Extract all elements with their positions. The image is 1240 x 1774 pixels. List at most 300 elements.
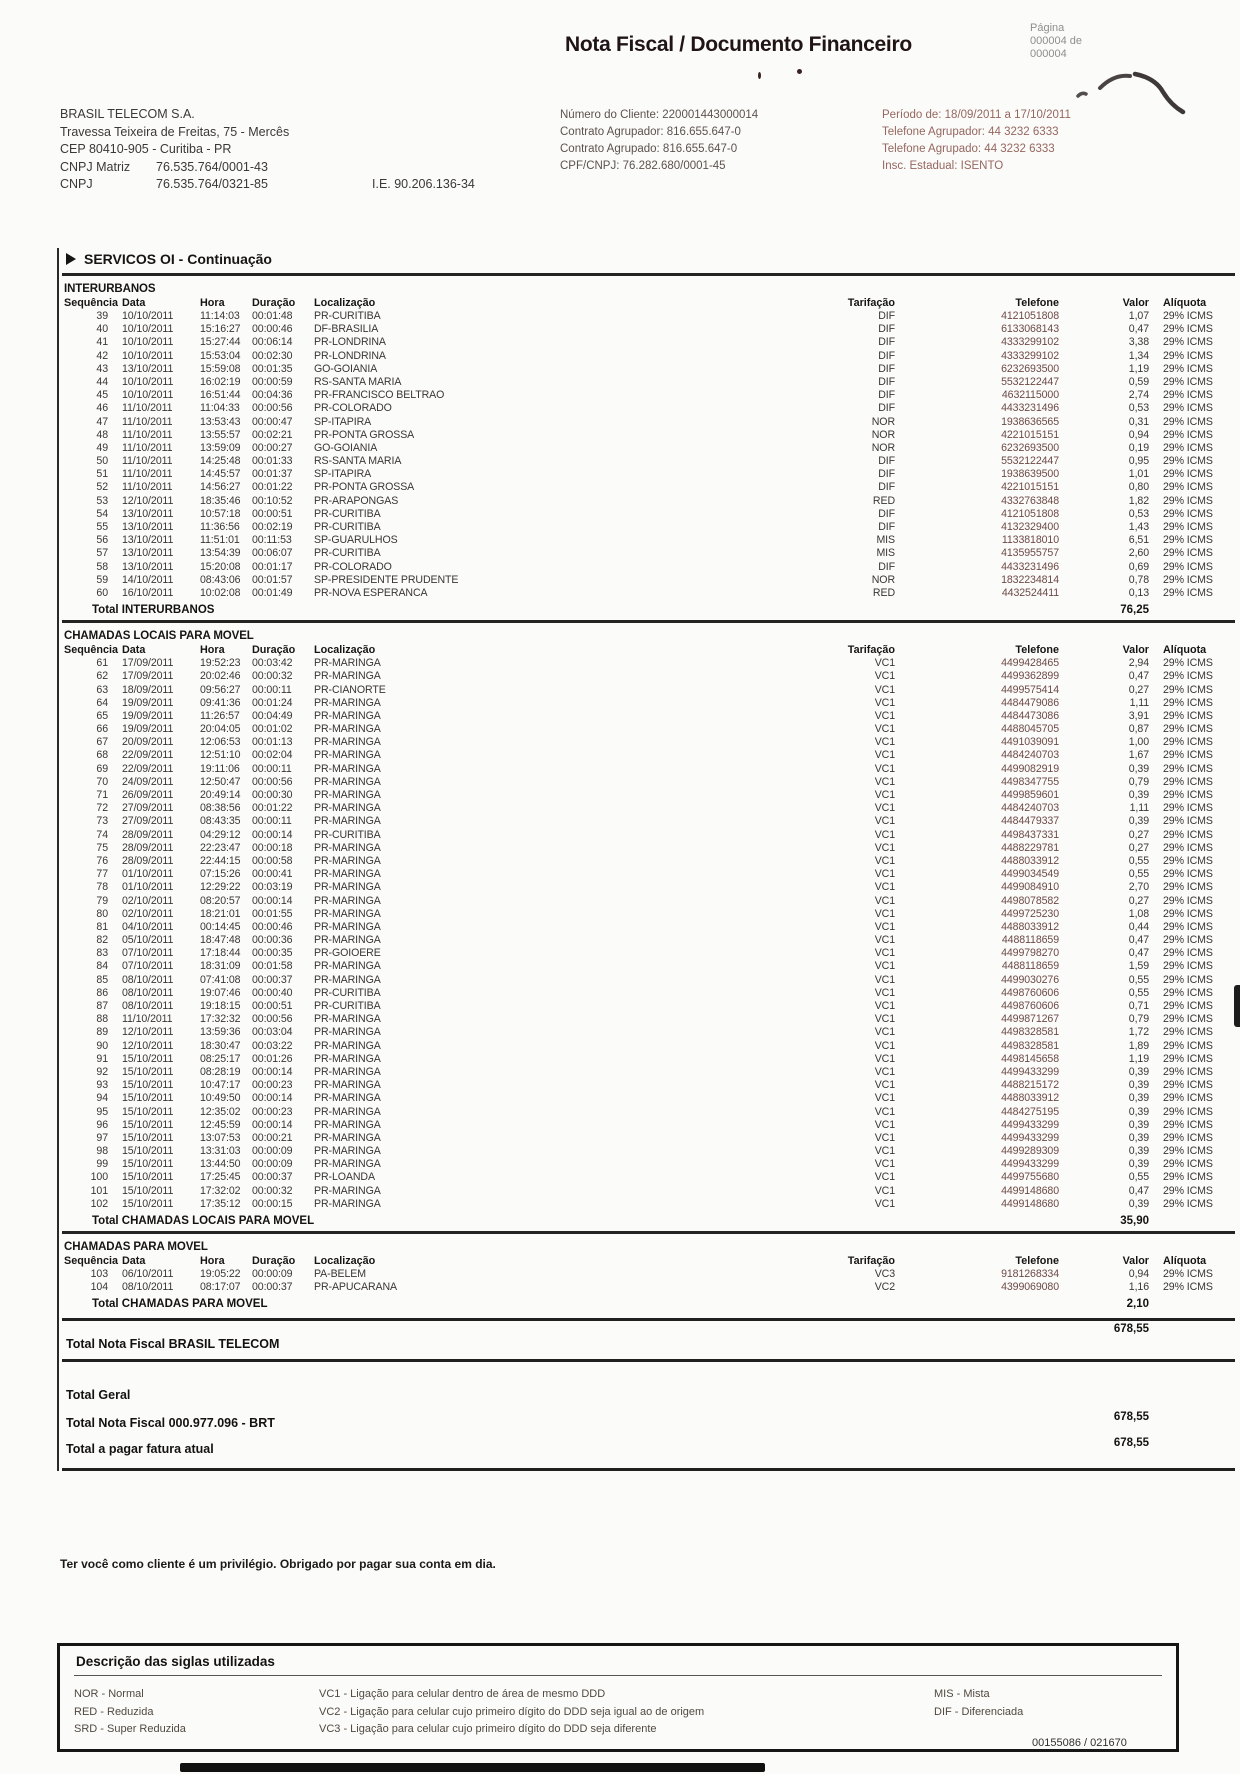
cell-telefone: 4498760606 (1001, 1000, 1059, 1012)
cell-duracao: 00:00:30 (252, 789, 293, 801)
cell-sequencia: 64 (96, 696, 108, 709)
cell-aliquota: 29% ICMS (1163, 1158, 1213, 1171)
cell-duracao: 00:01:35 (252, 362, 293, 375)
cell-sequencia: 63 (96, 683, 108, 696)
sigla-item: MIS - Mista (934, 1688, 990, 1700)
col-sequencia: Sequência (64, 297, 119, 309)
cell-telefone: 4499859601 (1001, 789, 1059, 801)
cell-aliquota: 29% ICMS (1163, 670, 1213, 683)
sigla-item: RED - Reduzida (74, 1705, 154, 1718)
telefone-agrupador: Telefone Agrupador: 44 3232 6333 (882, 126, 1059, 138)
cell-valor: 1,11 (1129, 696, 1149, 709)
cell-data: 15/10/2011 (122, 1065, 174, 1078)
col-aliquota: Alíquota (1163, 644, 1207, 657)
cell-sequencia: 53 (96, 494, 108, 507)
cell-valor: 1,19 (1128, 362, 1149, 375)
cell-hora: 08:38:56 (200, 802, 241, 815)
cell-sequencia: 93 (96, 1079, 108, 1092)
table-row (62, 336, 1235, 349)
cell-sequencia: 58 (96, 560, 108, 573)
cell-duracao: 00:01:17 (252, 560, 293, 573)
cell-localizacao: PR-MARINGA (314, 1039, 381, 1052)
sigla-item: VC1 - Ligação para celular dentro de área de mesmo DDD (319, 1688, 606, 1700)
cell-sequencia: 96 (96, 1118, 108, 1131)
cell-sequencia: 77 (96, 868, 108, 881)
col-data: Data (122, 297, 146, 309)
cell-localizacao: PR-MARINGA (314, 1131, 381, 1144)
cell-tarifacao: VC1 (874, 1171, 895, 1184)
cell-aliquota: 29% ICMS (1163, 560, 1213, 573)
cell-telefone: 4498347755 (1001, 775, 1059, 788)
cell-localizacao: PR-MARINGA (314, 696, 381, 709)
scan-edge-mark (1234, 985, 1240, 1027)
cell-aliquota: 29% ICMS (1163, 907, 1213, 920)
cell-hora: 18:35:46 (200, 494, 241, 507)
table-row (62, 855, 1235, 868)
table-chamadas-movel (62, 1238, 1235, 1312)
cell-duracao: 00:02:21 (252, 428, 293, 441)
col-telefone: Telefone (1015, 644, 1059, 657)
cell-data: 01/10/2011 (122, 868, 174, 881)
col-tarifacao: Tarifação (847, 297, 895, 309)
cell-hora: 12:50:47 (200, 775, 241, 788)
cell-tarifacao: VC1 (874, 709, 895, 722)
cell-hora: 08:20:57 (200, 894, 241, 907)
cell-telefone: 4499798270 (1001, 947, 1059, 960)
cell-duracao: 00:01:55 (252, 907, 293, 920)
cell-localizacao: PR-MARINGA (314, 1026, 381, 1039)
cell-valor: 0,27 (1128, 683, 1149, 696)
cell-sequencia: 48 (96, 428, 108, 441)
cell-tarifacao: DIF (878, 323, 895, 336)
table-row (62, 1145, 1235, 1158)
sigla-item: NOR - Normal (74, 1688, 144, 1700)
cell-sequencia: 40 (96, 323, 108, 336)
cell-aliquota: 29% ICMS (1163, 815, 1213, 828)
table-row (62, 521, 1235, 534)
table-row (62, 895, 1235, 908)
cell-duracao: 00:01:13 (252, 736, 293, 749)
cell-aliquota: 29% ICMS (1163, 441, 1213, 454)
cell-telefone: 4499148680 (1001, 1184, 1059, 1197)
cell-telefone: 4333299102 (1001, 336, 1059, 349)
cell-tarifacao: VC1 (874, 947, 895, 960)
cell-duracao: 00:00:15 (252, 1197, 293, 1210)
cell-telefone: 4484479086 (1001, 696, 1059, 709)
table-row (62, 508, 1235, 521)
cell-valor: 0,53 (1128, 507, 1149, 520)
cell-sequencia: 65 (96, 709, 108, 722)
section-header (62, 248, 1235, 271)
cell-tarifacao: VC1 (874, 815, 895, 828)
cell-hora: 17:32:02 (200, 1184, 241, 1197)
col-duracao: Duração (252, 297, 296, 309)
cell-tarifacao: VC1 (874, 1105, 895, 1118)
cell-valor: 0,55 (1128, 973, 1149, 986)
cell-telefone: 4632115000 (1001, 389, 1059, 402)
cell-aliquota: 29% ICMS (1163, 657, 1213, 670)
cell-duracao: 00:00:14 (252, 894, 293, 907)
cell-duracao: 00:00:51 (252, 507, 293, 520)
cell-tarifacao: VC1 (874, 973, 895, 986)
cell-tarifacao: VC1 (874, 1052, 895, 1065)
table-row (62, 376, 1235, 389)
siglas-box (57, 1643, 1179, 1752)
cell-sequencia: 100 (90, 1171, 108, 1184)
cell-sequencia: 103 (90, 1268, 108, 1280)
cell-tarifacao: DIF (878, 468, 895, 481)
cnpj-value: 76.535.764/0321-85 (156, 177, 268, 191)
cell-data: 13/10/2011 (122, 362, 174, 375)
cell-sequencia: 102 (90, 1197, 108, 1210)
cell-localizacao: DF-BRASILIA (314, 323, 379, 336)
total-label: Total INTERURBANOS (92, 604, 215, 617)
cell-sequencia: 43 (96, 362, 108, 375)
cell-valor: 2,94 (1128, 657, 1149, 670)
cell-aliquota: 29% ICMS (1163, 736, 1213, 749)
cell-data: 20/09/2011 (122, 736, 174, 749)
cell-sequencia: 94 (96, 1092, 108, 1105)
table-header-row (62, 643, 1235, 657)
table-row (62, 974, 1235, 987)
cell-aliquota: 29% ICMS (1163, 586, 1213, 599)
col-telefone: Telefone (1015, 297, 1059, 309)
document-number: 00155086 / 021670 (1032, 1737, 1127, 1749)
col-sequencia: Sequência (64, 1255, 119, 1267)
cell-duracao: 00:00:41 (252, 868, 293, 881)
cell-telefone: 4399069080 (1001, 1281, 1059, 1294)
cell-tarifacao: MIS (876, 547, 895, 560)
cell-telefone: 4498145658 (1001, 1052, 1059, 1065)
cell-duracao: 00:00:59 (252, 375, 293, 388)
cell-sequencia: 66 (96, 723, 108, 736)
cell-aliquota: 29% ICMS (1163, 547, 1213, 560)
cell-tarifacao: DIF (878, 507, 895, 520)
cell-telefone: 4491039091 (1001, 736, 1059, 749)
cell-localizacao: PR-MARINGA (314, 723, 381, 736)
telefone-agrupado: Telefone Agrupado: 44 3232 6333 (882, 143, 1055, 155)
cell-telefone: 1938639500 (1001, 468, 1059, 481)
cell-tarifacao: VC1 (874, 670, 895, 683)
cell-duracao: 00:00:56 (252, 775, 293, 788)
cell-localizacao: PR-MARINGA (314, 1079, 381, 1092)
cell-duracao: 00:03:42 (252, 657, 293, 670)
total-value: 35,90 (1120, 1215, 1149, 1227)
cell-aliquota: 29% ICMS (1163, 389, 1213, 402)
cell-aliquota: 29% ICMS (1163, 1026, 1213, 1039)
cell-aliquota: 29% ICMS (1163, 310, 1213, 322)
cell-hora: 10:49:50 (200, 1092, 241, 1105)
cell-data: 15/10/2011 (122, 1171, 174, 1184)
cell-duracao: 00:01:22 (252, 802, 293, 815)
cell-data: 15/10/2011 (122, 1184, 174, 1197)
cell-valor: 0,94 (1128, 1268, 1149, 1280)
cell-data: 12/10/2011 (122, 494, 174, 507)
cell-hora: 12:29:22 (200, 881, 241, 894)
table-row (62, 749, 1235, 762)
cell-telefone: 4499725230 (1001, 907, 1059, 920)
cell-sequencia: 60 (96, 586, 108, 599)
cell-valor: 1,43 (1128, 521, 1149, 533)
cell-telefone: 4499082919 (1001, 762, 1059, 775)
cell-tarifacao: VC1 (874, 841, 895, 854)
total-a-pagar-value: 678,55 (1113, 1437, 1149, 1450)
siglas-col-3 (934, 1686, 1154, 1739)
cell-tarifacao: DIF (878, 336, 895, 349)
cell-valor: 0,39 (1128, 1145, 1149, 1158)
cell-aliquota: 29% ICMS (1163, 1118, 1213, 1131)
cell-valor: 0,39 (1128, 1131, 1149, 1144)
cell-tarifacao: VC1 (874, 854, 895, 867)
col-hora: Hora (200, 1255, 225, 1267)
company-name: BRASIL TELECOM S.A. (60, 107, 195, 121)
cell-data: 17/09/2011 (122, 657, 174, 670)
cell-tarifacao: VC1 (874, 1013, 895, 1026)
cell-sequencia: 55 (96, 521, 108, 533)
cell-duracao: 00:00:23 (252, 1079, 293, 1092)
cell-sequencia: 84 (96, 960, 108, 973)
cell-hora: 09:56:27 (200, 683, 241, 696)
cell-hora: 07:15:26 (200, 868, 241, 881)
cell-valor: 3,91 (1128, 709, 1149, 722)
cell-hora: 22:23:47 (200, 841, 241, 854)
cell-aliquota: 29% ICMS (1163, 375, 1213, 388)
cell-localizacao: PR-MARINGA (314, 1052, 381, 1065)
table-row (62, 921, 1235, 934)
table-row (62, 1106, 1235, 1119)
cell-valor: 0,47 (1128, 670, 1149, 683)
cell-duracao: 00:01:37 (252, 468, 293, 481)
table-row (62, 1158, 1235, 1171)
cell-aliquota: 29% ICMS (1163, 362, 1213, 375)
cell-localizacao: PR-MARINGA (314, 907, 381, 920)
cell-tarifacao: NOR (871, 415, 895, 428)
cell-tarifacao: VC1 (874, 1000, 895, 1012)
customer-block (560, 107, 1210, 175)
cell-aliquota: 29% ICMS (1163, 973, 1213, 986)
cell-tarifacao: VC1 (874, 736, 895, 749)
cell-hora: 15:20:08 (200, 560, 241, 573)
cell-aliquota: 29% ICMS (1163, 1013, 1213, 1026)
cell-hora: 13:54:39 (200, 547, 241, 560)
cell-duracao: 00:00:14 (252, 1118, 293, 1131)
cell-localizacao: PR-MARINGA (314, 815, 381, 828)
table-row (62, 547, 1235, 560)
cell-tarifacao: VC1 (874, 1118, 895, 1131)
table-row (62, 1026, 1235, 1039)
cell-valor: 0,39 (1128, 1197, 1149, 1210)
cell-data: 22/09/2011 (122, 762, 174, 775)
cell-hora: 14:45:57 (200, 468, 241, 481)
cell-sequencia: 52 (96, 481, 108, 494)
cell-aliquota: 29% ICMS (1163, 960, 1213, 973)
cell-duracao: 00:01:22 (252, 481, 293, 494)
cell-sequencia: 88 (96, 1013, 108, 1026)
cell-duracao: 00:00:46 (252, 920, 293, 933)
cell-valor: 1,67 (1128, 749, 1149, 762)
table-row (62, 1066, 1235, 1079)
cell-duracao: 00:00:36 (252, 934, 293, 947)
cell-tarifacao: VC3 (874, 1268, 895, 1280)
cell-telefone: 6232693500 (1001, 441, 1059, 454)
cell-valor: 0,47 (1128, 934, 1149, 947)
cell-duracao: 00:00:58 (252, 854, 293, 867)
cell-telefone: 4121051808 (1001, 507, 1059, 520)
cell-localizacao: PR-MARINGA (314, 736, 381, 749)
cell-sequencia: 79 (96, 894, 108, 907)
cell-hora: 14:25:48 (200, 455, 241, 468)
cell-data: 11/10/2011 (122, 428, 173, 441)
cell-tarifacao: VC1 (874, 775, 895, 788)
cell-valor: 6,51 (1128, 534, 1149, 547)
cell-tarifacao: VC2 (874, 1281, 895, 1294)
table-row (62, 495, 1235, 508)
cell-tarifacao: DIF (878, 521, 895, 533)
cell-hora: 15:53:04 (200, 349, 241, 362)
cell-valor: 2,74 (1128, 389, 1149, 402)
cell-tarifacao: DIF (878, 375, 895, 388)
cell-valor: 0,27 (1128, 841, 1149, 854)
cell-aliquota: 29% ICMS (1163, 1268, 1213, 1280)
cell-sequencia: 44 (96, 375, 108, 388)
cell-duracao: 00:10:52 (252, 494, 293, 507)
cell-localizacao: PR-MARINGA (314, 1065, 381, 1078)
table-row (62, 789, 1235, 802)
table-interurbanos (62, 280, 1235, 618)
table-row (62, 416, 1235, 429)
cell-aliquota: 29% ICMS (1163, 934, 1213, 947)
cell-localizacao: PR-CURITIBA (314, 507, 381, 520)
cell-data: 15/10/2011 (122, 1105, 174, 1118)
cell-sequencia: 39 (96, 310, 108, 322)
cell-sequencia: 85 (96, 973, 108, 986)
cell-localizacao: PR-MARINGA (314, 881, 381, 894)
cell-tarifacao: NOR (871, 441, 895, 454)
cell-data: 02/10/2011 (122, 907, 174, 920)
table-row (62, 1053, 1235, 1066)
page-counter-line1: 000004 de (1030, 35, 1082, 47)
cell-tarifacao: VC1 (874, 868, 895, 881)
cell-tarifacao: VC1 (874, 894, 895, 907)
cell-duracao: 00:03:19 (252, 881, 293, 894)
cell-aliquota: 29% ICMS (1163, 323, 1213, 336)
cell-localizacao: PR-CURITIBA (314, 986, 381, 999)
cell-aliquota: 29% ICMS (1163, 841, 1213, 854)
cnpj-matriz-value: 76.535.764/0001-43 (156, 159, 268, 174)
cell-aliquota: 29% ICMS (1163, 1131, 1213, 1144)
cell-valor: 1,72 (1128, 1026, 1149, 1039)
cell-valor: 0,39 (1128, 1105, 1149, 1118)
cell-data: 08/10/2011 (122, 973, 174, 986)
cell-data: 15/10/2011 (122, 1197, 174, 1210)
cell-data: 07/10/2011 (122, 947, 174, 960)
table-row (62, 987, 1235, 1000)
cell-hora: 12:51:10 (200, 749, 241, 762)
cpf-cnpj: CPF/CNPJ: 76.282.680/0001-45 (560, 160, 726, 172)
cell-telefone: 4499030276 (1001, 973, 1059, 986)
table-row (62, 1185, 1235, 1198)
cell-sequencia: 76 (96, 854, 108, 867)
cell-data: 11/10/2011 (122, 1013, 173, 1026)
cell-hora: 13:55:57 (200, 428, 241, 441)
cell-aliquota: 29% ICMS (1163, 802, 1213, 815)
cell-localizacao: PR-CURITIBA (314, 547, 381, 560)
cell-telefone: 4484240703 (1001, 802, 1059, 815)
cell-telefone: 4499428465 (1001, 657, 1059, 670)
cell-data: 19/09/2011 (122, 723, 174, 736)
sigla-item: VC3 - Ligação para celular cujo primeiro dígito do DDD seja diferente (319, 1723, 657, 1735)
cell-aliquota: 29% ICMS (1163, 1197, 1213, 1210)
cell-telefone: 4499871267 (1001, 1013, 1059, 1026)
cell-hora: 19:52:23 (200, 657, 241, 670)
cell-hora: 13:59:09 (200, 441, 241, 454)
cell-data: 10/10/2011 (122, 375, 174, 388)
cell-data: 15/10/2011 (122, 1158, 174, 1171)
cell-localizacao: PR-MARINGA (314, 868, 381, 881)
cell-tarifacao: VC1 (874, 1065, 895, 1078)
cell-valor: 1,11 (1129, 802, 1149, 815)
cell-duracao: 00:06:07 (252, 547, 293, 560)
cell-telefone: 6232693500 (1001, 362, 1059, 375)
cell-tarifacao: VC1 (874, 1079, 895, 1092)
cell-telefone: 4433231496 (1001, 402, 1059, 415)
cell-hora: 19:07:46 (200, 986, 241, 999)
cell-localizacao: PR-LONDRINA (314, 336, 386, 349)
cell-data: 07/10/2011 (122, 960, 174, 973)
cell-sequencia: 59 (96, 573, 108, 586)
cell-tarifacao: VC1 (874, 683, 895, 696)
cell-localizacao: SP-ITAPIRA (314, 468, 372, 481)
cell-hora: 10:57:18 (200, 507, 241, 520)
cell-localizacao: PR-CURITIBA (314, 828, 381, 841)
cell-tarifacao: DIF (878, 481, 895, 494)
cell-localizacao: PR-CIANORTE (314, 683, 386, 696)
cell-valor: 0,47 (1128, 323, 1149, 336)
cell-sequencia: 72 (96, 802, 108, 815)
cell-sequencia: 49 (96, 441, 108, 454)
ink-speck (758, 72, 761, 79)
cell-data: 10/10/2011 (122, 389, 174, 402)
cell-duracao: 00:00:37 (252, 973, 293, 986)
cell-sequencia: 86 (96, 986, 108, 999)
cell-telefone: 4499575414 (1001, 683, 1059, 696)
cell-hora: 19:18:15 (200, 1000, 241, 1012)
cell-localizacao: PR-MARINGA (314, 789, 381, 801)
cell-tarifacao: VC1 (874, 762, 895, 775)
cell-data: 08/10/2011 (122, 1000, 174, 1012)
cell-duracao: 00:00:11 (252, 815, 292, 828)
col-valor: Valor (1122, 1255, 1149, 1267)
cell-localizacao: PR-CURITIBA (314, 1000, 381, 1012)
table-total-row (62, 1296, 1235, 1312)
table-row (62, 1268, 1235, 1281)
cell-valor: 0,39 (1128, 1065, 1149, 1078)
cell-sequencia: 67 (96, 736, 108, 749)
cell-duracao: 00:02:30 (252, 349, 293, 362)
cell-duracao: 00:00:14 (252, 1092, 293, 1105)
col-duracao: Duração (252, 1255, 296, 1267)
cell-localizacao: PR-MARINGA (314, 1118, 381, 1131)
cell-telefone: 4499433299 (1001, 1131, 1059, 1144)
table-row (62, 534, 1235, 547)
table-row (62, 1079, 1235, 1092)
cell-sequencia: 50 (96, 455, 108, 468)
cell-localizacao: PR-GOIOERE (314, 947, 381, 960)
table-row (62, 587, 1235, 600)
cell-tarifacao: RED (872, 586, 895, 599)
cell-aliquota: 29% ICMS (1163, 1000, 1213, 1012)
cell-telefone: 4221015151 (1001, 428, 1059, 441)
